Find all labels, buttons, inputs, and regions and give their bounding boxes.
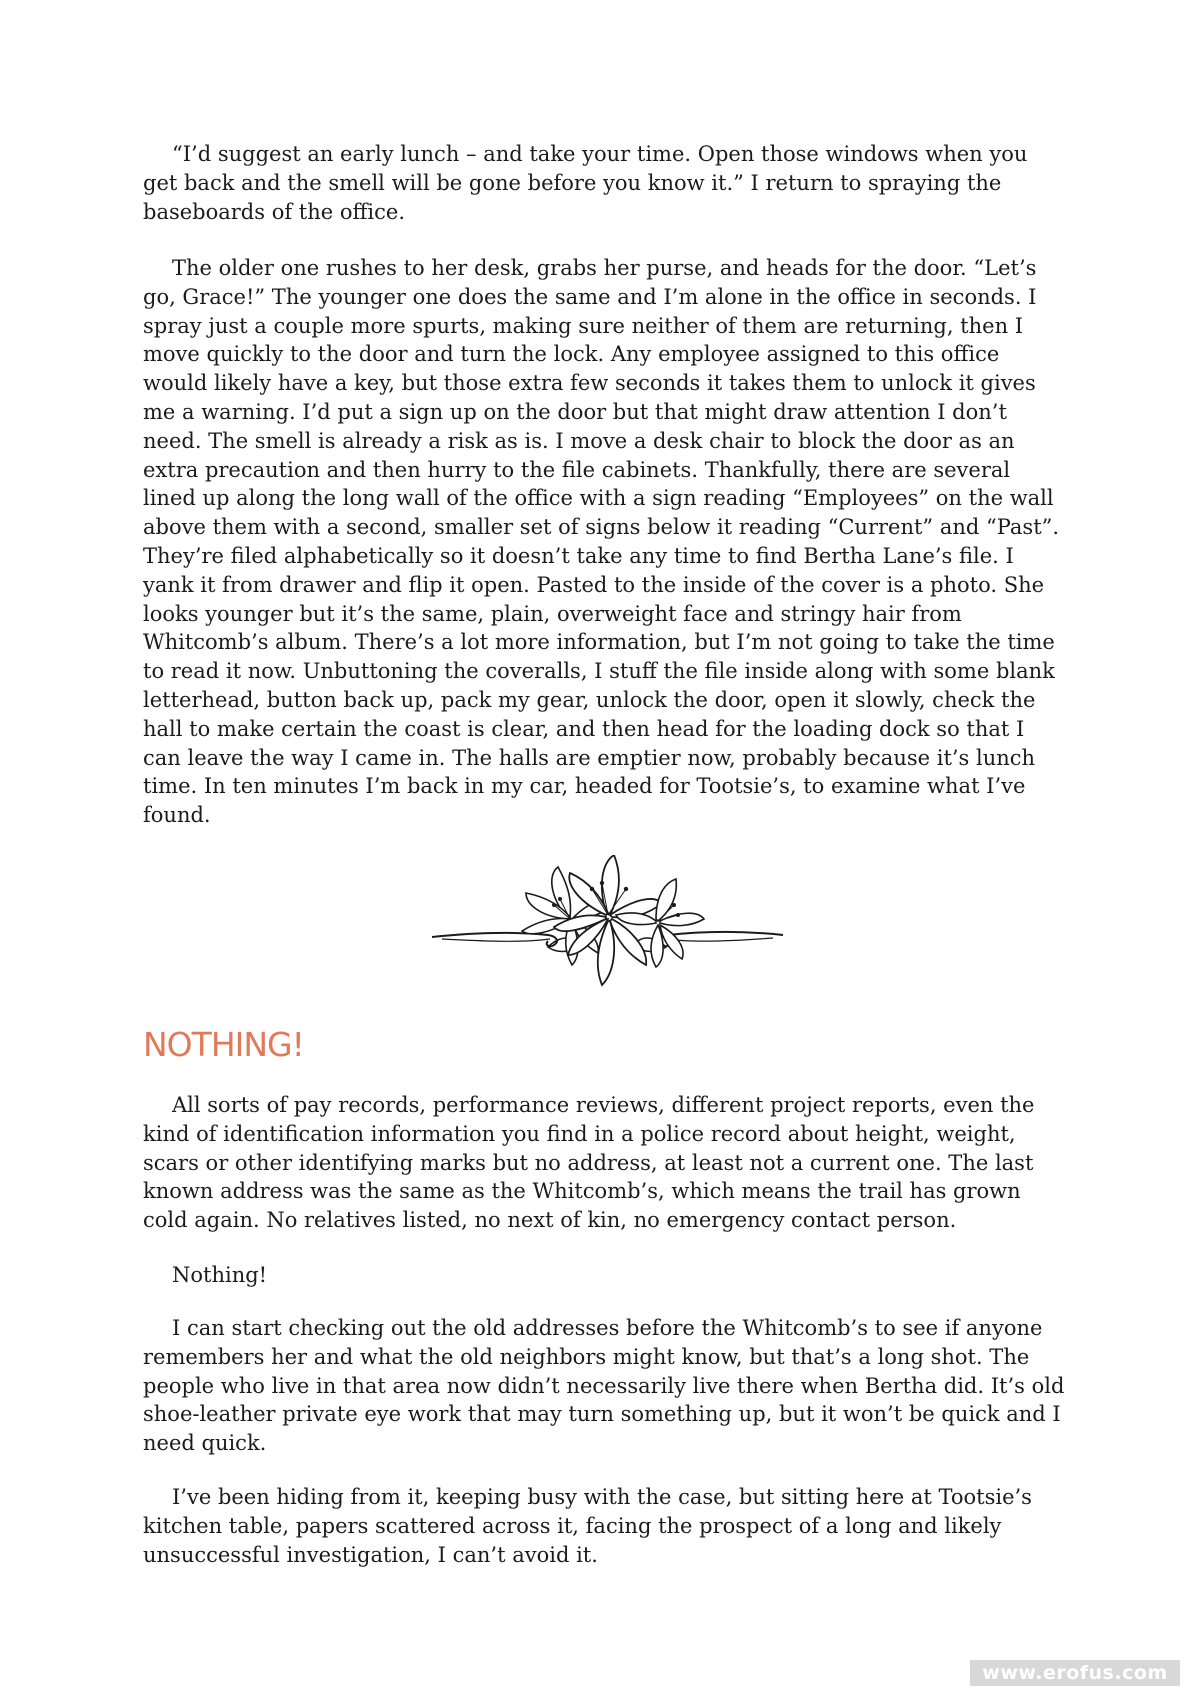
paragraph-text: I’ve been hiding from it, keeping busy with the case, but sitting here at Tootsie’s kitchen table, papers scattered across it, facing the prospect of a long and likely unsuccessful investigation, I can’t avoid it. — [143, 1485, 1032, 1567]
paragraph-text: “I’d suggest an early lunch – and take your time. Open those windows when you get back and the smell will be gone before you know it.” I return to spraying the baseboards of the office. — [143, 142, 1028, 224]
paragraph-old-addresses — [143, 1314, 1068, 1458]
paragraph-kitchen-table — [143, 1483, 1068, 1569]
paragraph-file-contents — [143, 1091, 1068, 1235]
paragraph-lunch-suggestion — [143, 140, 1068, 226]
paragraph-text: Nothing! — [172, 1263, 268, 1287]
paragraph-file-search — [143, 254, 1068, 830]
paragraph-nothing — [143, 1261, 1068, 1290]
site-watermark: www.erofus.com — [970, 1660, 1180, 1686]
section-heading: NOTHING! — [143, 1025, 304, 1064]
lily-flourish-icon — [430, 855, 785, 1000]
paragraph-text: The older one rushes to her desk, grabs her purse, and heads for the door. “Let’s go, Grace!” The younger one does the same and I’m alone in the office in seconds. I spray just a couple more spurts, making sure neither of them are returning, then I move quickly to the door and turn the lock. Any employee assigned to this office would likely have a key, but those extra few seconds it takes them to unlock it gives me a warning. I’d put a sign up on the door but that might draw attention I don’t need. The smell is already a risk as is. I move a desk chair to block the door as an extra precaution and then hurry to the file cabinets. Thankfully, there are several lined up along the long wall of the office with a sign reading “Employees” on the wall above them with a second, smaller set of signs below it reading “Current” and “Past”. They’re filed alphabetically so it doesn’t take any time to find Bertha Lane’s file. I yank it from drawer and flip it open. Pasted to the inside of the cover is a photo. She looks younger but it’s the same, plain, overweight face and stringy hair from Whitcomb’s album. There’s a lot more information, but I’m not going to take the time to read it now. Unbuttoning the coveralls, I stuff the file inside along with some blank letterhead, button back up, pack my gear, unlock the door, open it slowly, check the hall to make certain the coast is clear, and then head for the loading dock so that I can leave the way I came in. The halls are emptier now, probably because it’s lunch time. In ten minutes I’m back in my car, headed for Tootsie’s, to examine what I’ve found. — [143, 256, 1060, 828]
paragraph-text: All sorts of pay records, performance reviews, different project reports, even the kind of identification information you find in a police record about height, weight, scars or other identifying marks but no address, at least not a current one. The last known address was the same as the Whitcomb’s, which means the trail has grown cold again. No relatives listed, no next of kin, no emergency contact person. — [143, 1093, 1035, 1233]
paragraph-text: I can start checking out the old addresses before the Whitcomb’s to see if anyone remembers her and what the old neighbors might know, but that’s a long shot. The people who live in that area now didn’t necessarily live there when Bertha did. It’s old shoe-leather private eye work that may turn something up, but it won’t be quick and I need quick. — [143, 1316, 1065, 1456]
